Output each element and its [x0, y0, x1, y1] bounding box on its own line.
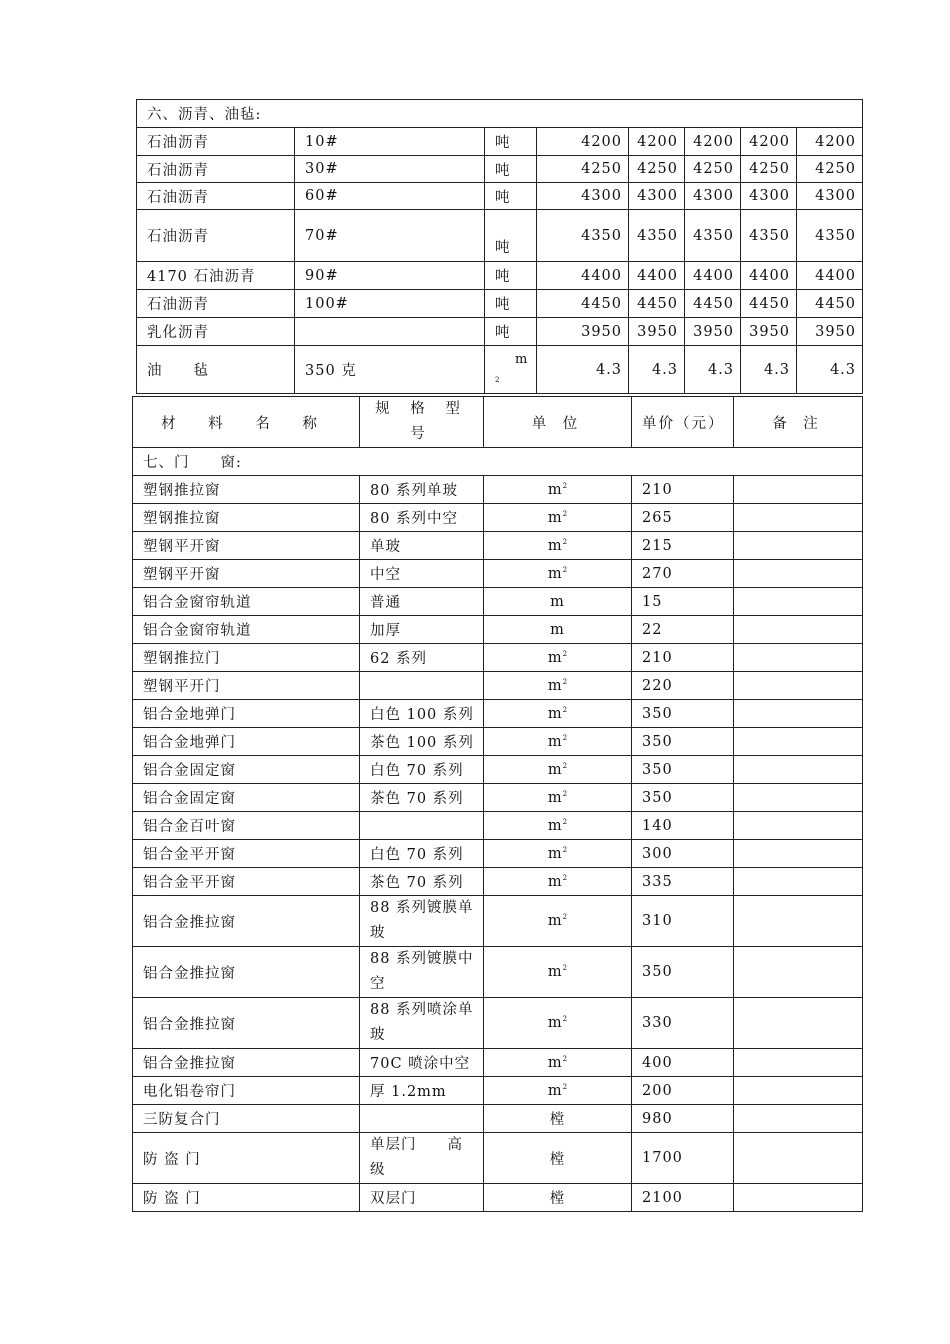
- unit-text: m: [547, 817, 563, 834]
- unit-text: m: [547, 649, 563, 666]
- material-spec: 88 系列镀膜单玻: [360, 896, 484, 947]
- price-p5: 4350: [797, 210, 863, 262]
- unit-superscript: 2: [562, 565, 568, 574]
- note-cell: [734, 644, 863, 672]
- material-spec: 350 克: [295, 346, 485, 394]
- unit-price: 350: [632, 728, 734, 756]
- section-6-title: 六、沥青、油毡:: [137, 100, 863, 128]
- table-row: [137, 128, 863, 156]
- unit-superscript: 2: [562, 1015, 568, 1023]
- note-cell: [734, 998, 863, 1049]
- unit-price: 350: [632, 947, 734, 998]
- unit-price: 350: [632, 756, 734, 784]
- unit-text: 樘: [549, 1191, 566, 1207]
- table-row: [133, 644, 863, 672]
- material-spec: 普通: [360, 588, 484, 616]
- material-name: 铝合金地弹门: [133, 700, 360, 728]
- material-unit: 吨: [485, 318, 537, 346]
- material-spec: 80 系列单玻: [360, 476, 484, 504]
- unit-price: 1700: [632, 1133, 734, 1184]
- price-p3: 4250: [685, 156, 741, 183]
- note-cell: [734, 476, 863, 504]
- unit-superscript: 2: [562, 1082, 568, 1091]
- price-p3: 4400: [685, 262, 741, 290]
- price-p3: 3950: [685, 318, 741, 346]
- price-p4: 4450: [741, 290, 797, 318]
- material-unit: 吨: [485, 128, 537, 156]
- unit-superscript: 2: [562, 537, 568, 546]
- material-unit: 吨: [485, 262, 537, 290]
- material-spec: 茶色 70 系列: [360, 868, 484, 896]
- table-row: [137, 210, 863, 262]
- material-unit: 吨: [485, 183, 537, 210]
- table-row: [133, 616, 863, 644]
- material-spec: 白色 70 系列: [360, 756, 484, 784]
- material-spec: 90#: [295, 262, 485, 290]
- material-spec: 中空: [360, 560, 484, 588]
- unit-text: m: [547, 913, 563, 929]
- table-row: [133, 840, 863, 868]
- note-cell: [734, 1133, 863, 1184]
- material-spec: 茶色 70 系列: [360, 784, 484, 812]
- note-cell: [734, 532, 863, 560]
- header-spec: 规 格 型 号: [360, 397, 484, 448]
- material-name: 石油沥青: [137, 128, 295, 156]
- material-name: 石油沥青: [137, 290, 295, 318]
- price-p3: 4300: [685, 183, 741, 210]
- price-p2: 4300: [629, 183, 685, 210]
- unit-price: 400: [632, 1049, 734, 1077]
- material-unit: [484, 504, 632, 532]
- table-row: [133, 1077, 863, 1105]
- price-p5: 4250: [797, 156, 863, 183]
- price-p2: 4200: [629, 128, 685, 156]
- table-row: [133, 672, 863, 700]
- unit-text: 樘: [549, 1112, 566, 1128]
- doors-windows-table: [132, 396, 863, 1212]
- material-unit: [484, 616, 632, 644]
- material-name: 三防复合门: [133, 1105, 360, 1133]
- material-spec: [360, 672, 484, 700]
- unit-text: m: [547, 537, 563, 554]
- header-unit-price: 单价（元）: [632, 397, 734, 448]
- price-p2: 4250: [629, 156, 685, 183]
- material-unit: [484, 560, 632, 588]
- table-row: [133, 868, 863, 896]
- unit-text: m: [547, 1082, 563, 1099]
- material-unit: [484, 947, 632, 998]
- note-cell: [734, 868, 863, 896]
- unit-superscript: 2: [562, 649, 568, 658]
- unit-text: m: [547, 845, 563, 862]
- material-spec: 70C 喷涂中空: [360, 1049, 484, 1077]
- price-p1: 4350: [537, 210, 629, 262]
- section-title-row: [137, 100, 863, 128]
- note-cell: [734, 812, 863, 840]
- table-header-row: [133, 397, 863, 448]
- note-cell: [734, 1049, 863, 1077]
- material-name: 塑钢平开窗: [133, 532, 360, 560]
- material-name: 铝合金固定窗: [133, 784, 360, 812]
- material-spec: 单层门 高级: [360, 1133, 484, 1184]
- material-spec: 单玻: [360, 532, 484, 560]
- material-name: 铝合金推拉窗: [133, 896, 360, 947]
- unit-text: m: [550, 621, 565, 638]
- price-p1: 4.3: [537, 346, 629, 394]
- unit-text: m: [547, 565, 563, 582]
- unit-text: m: [547, 733, 563, 750]
- material-spec: 88 系列镀膜中空: [360, 947, 484, 998]
- material-unit: [484, 476, 632, 504]
- table-row: [133, 476, 863, 504]
- price-p5: 4450: [797, 290, 863, 318]
- unit-superscript: 2: [562, 845, 568, 854]
- price-p5: 4200: [797, 128, 863, 156]
- table-row: [137, 318, 863, 346]
- unit-text: m: [547, 964, 563, 980]
- section-7-title: 七、门 窗:: [133, 448, 863, 476]
- price-p5: 3950: [797, 318, 863, 346]
- material-name: 铝合金地弹门: [133, 728, 360, 756]
- unit-text: m: [547, 705, 563, 722]
- material-spec: 10#: [295, 128, 485, 156]
- table-row: [133, 1133, 863, 1184]
- unit-price: 220: [632, 672, 734, 700]
- material-unit: [484, 868, 632, 896]
- material-unit: 吨: [485, 290, 537, 318]
- material-name: 铝合金平开窗: [133, 840, 360, 868]
- unit-text: m: [547, 789, 563, 806]
- material-name: 防 盗 门: [133, 1133, 360, 1184]
- table-row: [133, 560, 863, 588]
- unit-price: 350: [632, 784, 734, 812]
- note-cell: [734, 728, 863, 756]
- material-name: 铝合金推拉窗: [133, 947, 360, 998]
- material-unit: [484, 672, 632, 700]
- unit-price: 215: [632, 532, 734, 560]
- material-name: 塑钢平开窗: [133, 560, 360, 588]
- table-row: [133, 588, 863, 616]
- price-p2: 4350: [629, 210, 685, 262]
- unit-superscript: 2: [562, 509, 568, 518]
- price-p4: 4350: [741, 210, 797, 262]
- unit-superscript: 2: [562, 789, 568, 798]
- material-name: 塑钢推拉窗: [133, 476, 360, 504]
- material-unit: [484, 1049, 632, 1077]
- price-p3: 4.3: [685, 346, 741, 394]
- unit-superscript: 2: [562, 761, 568, 770]
- material-spec: 100#: [295, 290, 485, 318]
- table-row: [133, 947, 863, 998]
- unit-price: 270: [632, 560, 734, 588]
- material-unit: [484, 1133, 632, 1184]
- material-spec: 88 系列喷涂单玻: [360, 998, 484, 1049]
- material-unit: [485, 346, 537, 394]
- price-p5: 4400: [797, 262, 863, 290]
- table-row: [137, 346, 863, 394]
- material-name: 铝合金推拉窗: [133, 998, 360, 1049]
- material-spec: 60#: [295, 183, 485, 210]
- unit-text: m: [547, 481, 563, 498]
- material-name: 铝合金窗帘轨道: [133, 616, 360, 644]
- table-row: [133, 784, 863, 812]
- material-unit: [484, 998, 632, 1049]
- price-p1: 4200: [537, 128, 629, 156]
- material-unit: [484, 728, 632, 756]
- table-row: [137, 156, 863, 183]
- price-p4: 4400: [741, 262, 797, 290]
- material-unit: [484, 644, 632, 672]
- material-unit: [484, 1077, 632, 1105]
- unit-price: 2100: [632, 1184, 734, 1212]
- material-unit: [484, 700, 632, 728]
- material-unit: [484, 784, 632, 812]
- material-spec: 双层门: [360, 1184, 484, 1212]
- material-unit: 吨: [485, 210, 537, 262]
- unit-superscript: 2: [562, 913, 568, 921]
- unit-superscript: 2: [562, 733, 568, 742]
- material-name: 铝合金窗帘轨道: [133, 588, 360, 616]
- unit-price: 300: [632, 840, 734, 868]
- note-cell: [734, 947, 863, 998]
- unit-price: 15: [632, 588, 734, 616]
- unit-superscript: 2: [562, 817, 568, 826]
- unit-text: m: [547, 677, 563, 694]
- unit-price: 140: [632, 812, 734, 840]
- price-p2: 4400: [629, 262, 685, 290]
- price-p2: 3950: [629, 318, 685, 346]
- header-material-name: 材 料 名 称: [133, 397, 360, 448]
- unit-superscript: 2: [562, 705, 568, 714]
- material-spec: 80 系列中空: [360, 504, 484, 532]
- material-unit: [484, 588, 632, 616]
- unit-price: 335: [632, 868, 734, 896]
- note-cell: [734, 1184, 863, 1212]
- material-name: 石油沥青: [137, 183, 295, 210]
- unit-text: m: [547, 761, 563, 778]
- table-row: [133, 1049, 863, 1077]
- material-spec: 30#: [295, 156, 485, 183]
- material-name: 塑钢推拉门: [133, 644, 360, 672]
- unit-price: 210: [632, 644, 734, 672]
- unit-superscript: 2: [562, 481, 568, 490]
- table-row: [133, 998, 863, 1049]
- note-cell: [734, 784, 863, 812]
- material-name: 铝合金百叶窗: [133, 812, 360, 840]
- price-p5: 4.3: [797, 346, 863, 394]
- note-cell: [734, 504, 863, 532]
- unit-superscript: 2: [562, 1054, 568, 1063]
- unit-text: m: [550, 593, 565, 610]
- material-spec: 70#: [295, 210, 485, 262]
- note-cell: [734, 560, 863, 588]
- price-p4: 4300: [741, 183, 797, 210]
- unit-price: 310: [632, 896, 734, 947]
- price-p5: 4300: [797, 183, 863, 210]
- material-unit: [484, 1184, 632, 1212]
- material-spec: 茶色 100 系列: [360, 728, 484, 756]
- material-name: 电化铝卷帘门: [133, 1077, 360, 1105]
- unit-superscript: 2: [562, 677, 568, 686]
- header-unit: 单 位: [484, 397, 632, 448]
- unit-price: 980: [632, 1105, 734, 1133]
- table-row: [133, 1105, 863, 1133]
- note-cell: [734, 896, 863, 947]
- unit-price: 200: [632, 1077, 734, 1105]
- material-spec: 62 系列: [360, 644, 484, 672]
- unit-m: m: [515, 352, 529, 367]
- unit-text: 樘: [549, 1151, 566, 1168]
- material-name: 塑钢推拉窗: [133, 504, 360, 532]
- material-unit: [484, 812, 632, 840]
- material-name: 铝合金推拉窗: [133, 1049, 360, 1077]
- table-row: [133, 700, 863, 728]
- material-spec: 白色 100 系列: [360, 700, 484, 728]
- asphalt-felt-table: [136, 99, 863, 394]
- table-row: [133, 504, 863, 532]
- header-note: 备 注: [734, 397, 863, 448]
- material-name: 防 盗 门: [133, 1184, 360, 1212]
- material-name: 4170 石油沥青: [137, 262, 295, 290]
- table-row: [133, 812, 863, 840]
- unit-text: m: [547, 509, 563, 526]
- note-cell: [734, 840, 863, 868]
- note-cell: [734, 588, 863, 616]
- material-unit: [484, 896, 632, 947]
- unit-superscript: 2: [562, 964, 568, 972]
- price-p1: 4450: [537, 290, 629, 318]
- table-row: [137, 262, 863, 290]
- material-unit: [484, 532, 632, 560]
- unit-text: m: [547, 1054, 563, 1071]
- material-unit: [484, 756, 632, 784]
- material-unit: [484, 840, 632, 868]
- material-name: 铝合金固定窗: [133, 756, 360, 784]
- price-p3: 4350: [685, 210, 741, 262]
- note-cell: [734, 1077, 863, 1105]
- note-cell: [734, 700, 863, 728]
- material-name: 油 毡: [137, 346, 295, 394]
- unit-price: 330: [632, 998, 734, 1049]
- material-spec: [360, 812, 484, 840]
- unit-price: 265: [632, 504, 734, 532]
- unit-text: m: [547, 1015, 563, 1031]
- material-name: 石油沥青: [137, 210, 295, 262]
- price-p1: 4250: [537, 156, 629, 183]
- table-row: [133, 728, 863, 756]
- material-spec: 厚 1.2mm: [360, 1077, 484, 1105]
- price-p1: 4400: [537, 262, 629, 290]
- price-p4: 3950: [741, 318, 797, 346]
- material-spec: [360, 1105, 484, 1133]
- price-p4: 4250: [741, 156, 797, 183]
- unit-superscript: 2: [495, 376, 501, 384]
- unit-price: 22: [632, 616, 734, 644]
- unit-superscript: 2: [562, 873, 568, 882]
- price-p4: 4.3: [741, 346, 797, 394]
- price-p2: 4.3: [629, 346, 685, 394]
- table-row: [133, 756, 863, 784]
- table-row: [133, 532, 863, 560]
- price-p3: 4200: [685, 128, 741, 156]
- material-spec: [295, 318, 485, 346]
- material-spec: 白色 70 系列: [360, 840, 484, 868]
- note-cell: [734, 672, 863, 700]
- material-unit: 吨: [485, 156, 537, 183]
- note-cell: [734, 616, 863, 644]
- price-p1: 4300: [537, 183, 629, 210]
- table-row: [133, 896, 863, 947]
- price-p4: 4200: [741, 128, 797, 156]
- table-row: [137, 290, 863, 318]
- price-p1: 3950: [537, 318, 629, 346]
- note-cell: [734, 756, 863, 784]
- price-p3: 4450: [685, 290, 741, 318]
- material-name: 石油沥青: [137, 156, 295, 183]
- unit-text: m: [547, 873, 563, 890]
- material-name: 塑钢平开门: [133, 672, 360, 700]
- material-unit: [484, 1105, 632, 1133]
- section-title-row: [133, 448, 863, 476]
- table-row: [137, 183, 863, 210]
- material-name: 铝合金平开窗: [133, 868, 360, 896]
- material-name: 乳化沥青: [137, 318, 295, 346]
- table-row: [133, 1184, 863, 1212]
- unit-price: 210: [632, 476, 734, 504]
- note-cell: [734, 1105, 863, 1133]
- material-spec: 加厚: [360, 616, 484, 644]
- unit-price: 350: [632, 700, 734, 728]
- price-p2: 4450: [629, 290, 685, 318]
